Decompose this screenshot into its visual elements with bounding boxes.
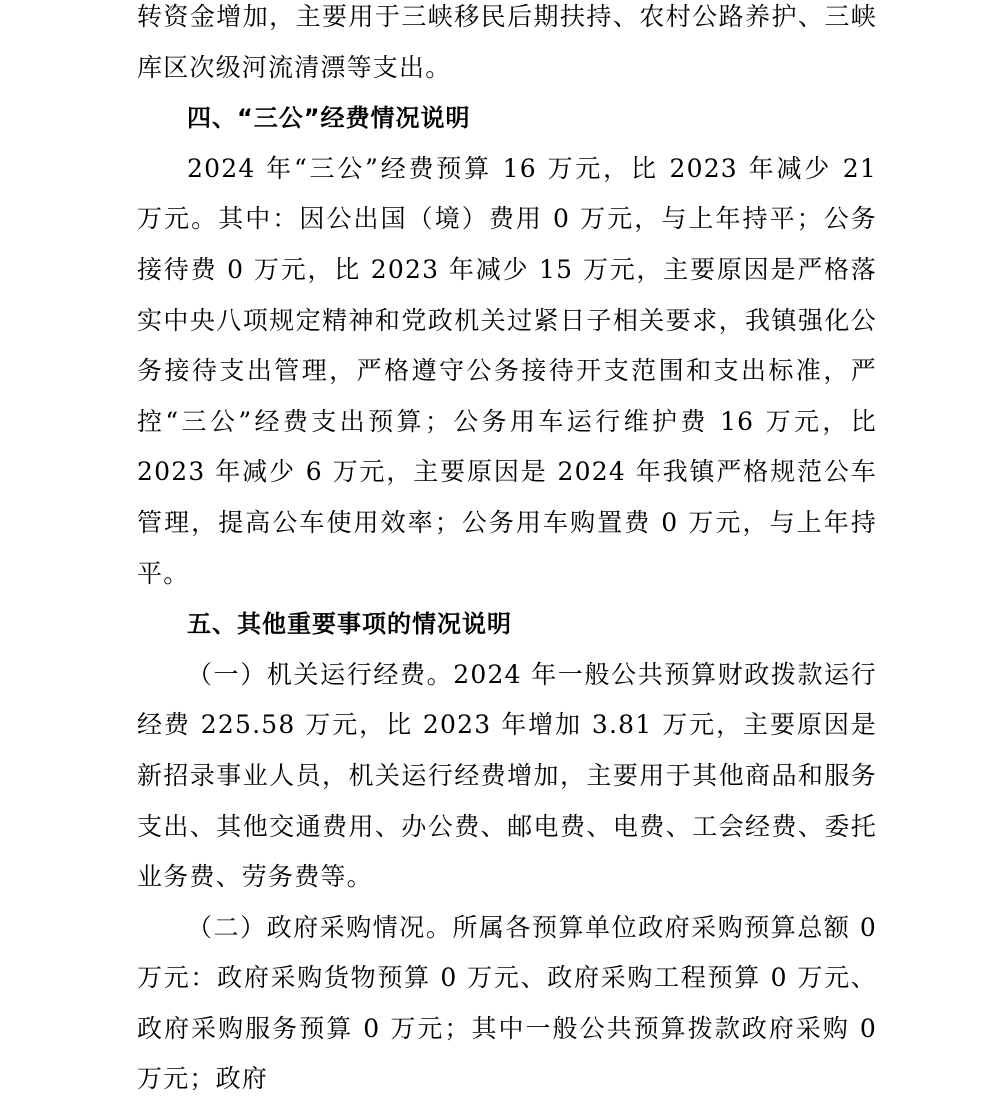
paragraph-three-public-expenses: 2024 年“三公”经费预算 16 万元，比 2023 年减少 21 万元。其中：因公出国（境）费用 0 万元，与上年持平；公务接待费 0 万元，比 2023 年减少 15 万元，主要原因是严格落实中央八项规定精神和党政机关过紧日子相关要求，我镇强化公务接待支出管理，严格遵守公务接待开支范围和支出标准，严控“三公”经费支出预算；公务用车运行维护费 16 万元，比 2023 年减少 6 万元，主要原因是 2024 年我镇严格规范公车管理，提高公车使用效率；公务用车购置费 0 万元，与上年持平。	[137, 153, 877, 588]
document-page	[137, 0, 877, 1105]
paragraph-operating-expenses: （一）机关运行经费。2024 年一般公共预算财政拨款运行经费 225.58 万元，比 2023 年增加 3.81 万元，主要原因是新招录事业人员，机关运行经费增加，主要用于其他商品和服务支出、其他交通费用、办公费、邮电费、电费、工会经费、委托业务费、劳务费等。	[137, 659, 877, 892]
section-heading-five: 五、其他重要事项的情况说明	[187, 610, 512, 639]
section-heading-four: 四、“三公”经费情况说明	[187, 104, 471, 133]
paragraph-government-procurement: （二）政府采购情况。所属各预算单位政府采购预算总额 0 万元：政府采购货物预算 0 万元、政府采购工程预算 0 万元、政府采购服务预算 0 万元；其中一般公共预算拨款政府采购 0 万元；政府	[137, 912, 877, 1094]
paragraph-continuation: 转资金增加，主要用于三峡移民后期扶持、农村公路养护、三峡库区次级河流清漂等支出。	[137, 2, 877, 82]
